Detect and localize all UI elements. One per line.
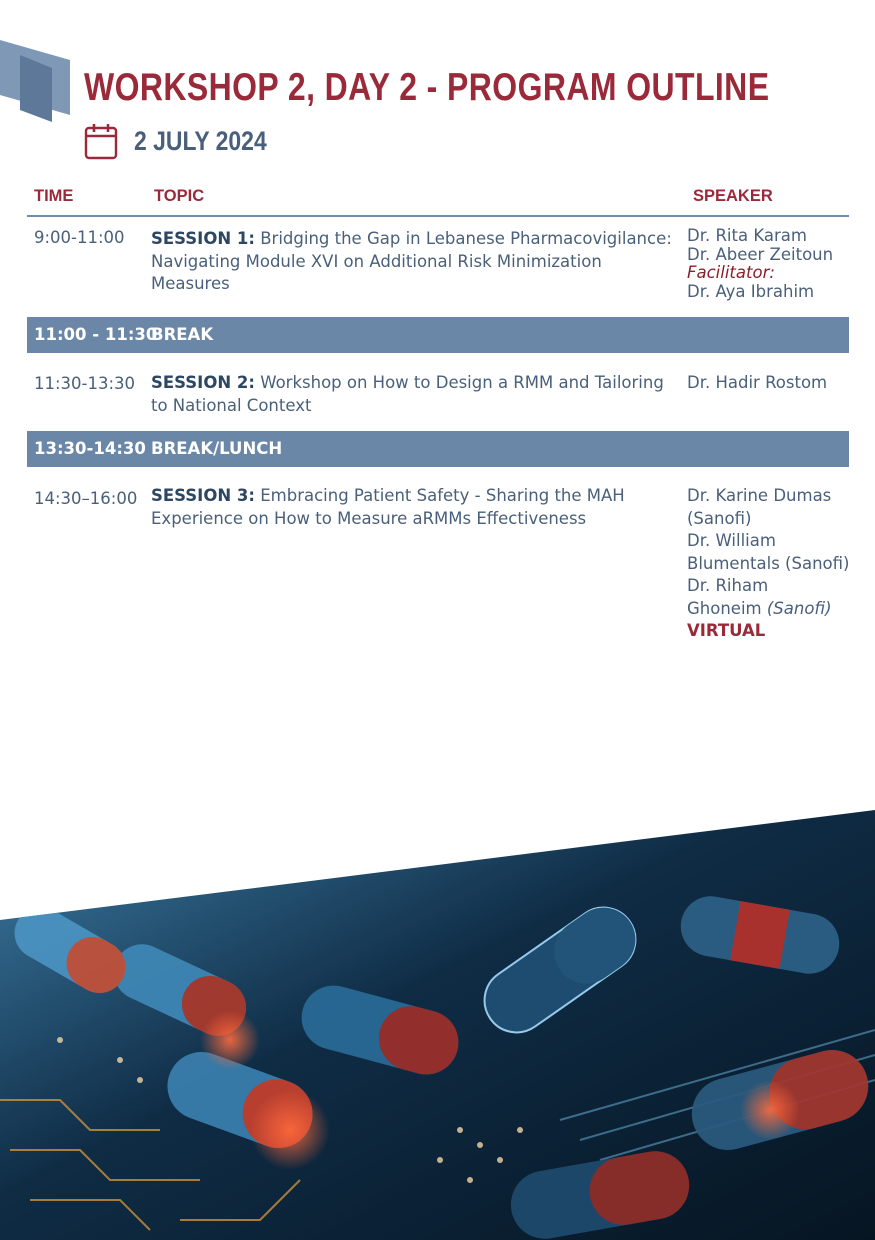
facilitator-label: Facilitator: — [687, 263, 775, 282]
speaker-aya-ibrahim: Dr. Aya Ibrahim — [687, 281, 815, 301]
lunch-break-label: BREAK/LUNCH — [151, 439, 283, 458]
event-date: 2 JULY 2024 — [134, 125, 267, 156]
session-1-topic — [151, 228, 676, 296]
session-1-speakers — [687, 227, 875, 301]
header-topic: TOPIC — [154, 187, 205, 205]
break-time: 11:00 - 11:30 — [34, 325, 158, 344]
calendar-icon — [84, 122, 118, 160]
speaker-abeer-zeitoun: Dr. Abeer Zeitoun — [687, 244, 834, 264]
speaker-riham-line-1: Dr. Riham — [687, 576, 769, 595]
page-title: WORKSHOP 2, DAY 2 - PROGRAM OUTLINE — [84, 66, 770, 109]
session-1-title: Bridging the Gap in Lebanese Pharmacovigilance: Navigating Module XVI on Additional Risk Minimization Measures — [151, 229, 672, 293]
speaker-rita-karam: Dr. Rita Karam — [687, 226, 807, 245]
speaker-william-line-1: Dr. William — [687, 531, 776, 550]
session-3-topic — [151, 485, 676, 530]
speaker-william-line-2: Blumentals (Sanofi) — [687, 553, 850, 573]
lunch-break-time: 13:30-14:30 — [34, 439, 146, 458]
session-3-title: Embracing Patient Safety - Sharing the MAH Experience on How to Measure aRMMs Effectiveness — [151, 486, 625, 528]
session-1-label: SESSION 1: — [151, 229, 255, 248]
speaker-hadir-rostom: Dr. Hadir Rostom — [687, 373, 828, 392]
header-time: TIME — [34, 187, 74, 205]
session-1-time: 9:00-11:00 — [34, 228, 125, 247]
session-2-label: SESSION 2: — [151, 373, 255, 392]
session-2-topic — [151, 372, 676, 417]
table-row-session-2 — [27, 372, 849, 422]
table-header — [27, 187, 849, 217]
header-speaker: SPEAKER — [693, 187, 773, 205]
lunch-break-row — [27, 431, 849, 467]
speaker-riham-name: Ghoneim — [687, 598, 762, 618]
session-3-label: SESSION 3: — [151, 486, 255, 505]
break-row — [27, 317, 849, 353]
session-2-time: 11:30-13:30 — [34, 374, 136, 393]
table-row-session-3 — [27, 485, 849, 645]
session-3-speakers — [687, 485, 875, 643]
speaker-riham-org: (Sanofi) — [766, 598, 832, 618]
break-label: BREAK — [151, 325, 214, 344]
table-row-session-1 — [27, 227, 849, 312]
capsules-on-circuit-board-image — [0, 800, 875, 1240]
virtual-badge: VIRTUAL — [687, 621, 766, 640]
date-row — [84, 122, 290, 160]
session-2-title: Workshop on How to Design a RMM and Tailoring to National Context — [151, 373, 664, 415]
speaker-karine-dumas: Dr. Karine Dumas (Sanofi) — [687, 486, 832, 528]
corner-decoration — [0, 0, 90, 130]
session-3-time: 14:30–16:00 — [34, 489, 138, 508]
speaker-riham-line-2 — [687, 598, 875, 621]
